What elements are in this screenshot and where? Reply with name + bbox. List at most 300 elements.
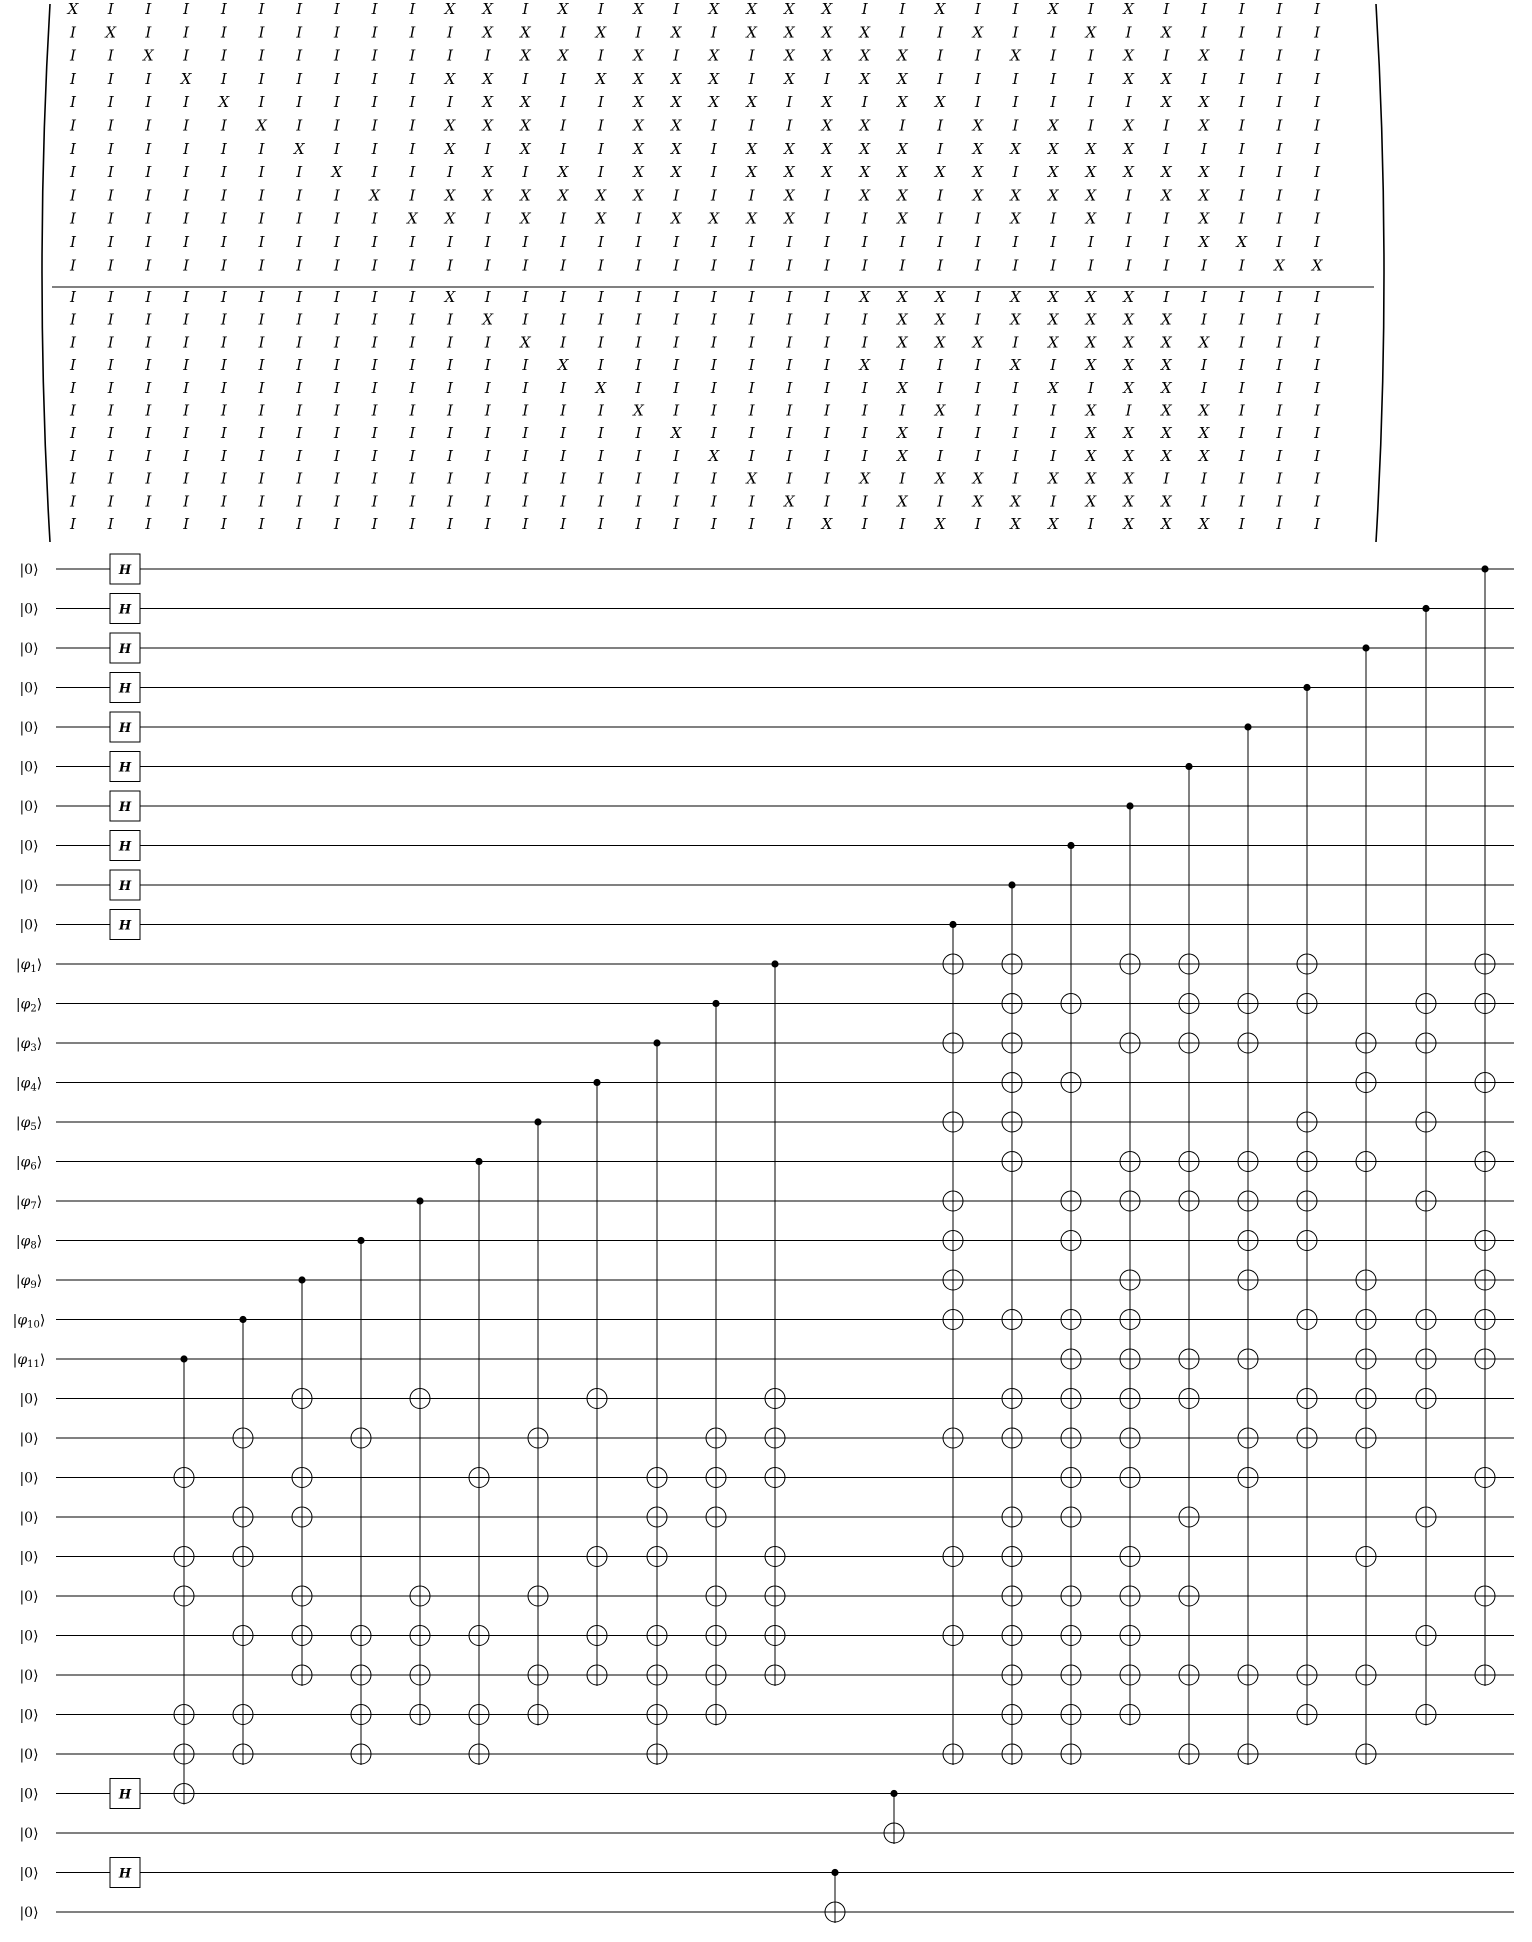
matrix-entry: I [447,23,453,42]
matrix-entry: I [899,256,906,275]
matrix-entry: I [597,356,604,375]
matrix-entry: I [145,256,152,275]
matrix-entry: I [1163,0,1170,18]
matrix-entry: X [821,0,833,18]
matrix-entry: I [1012,116,1019,135]
matrix-entry: I [1276,233,1283,251]
matrix-entry: X [633,116,644,135]
matrix-entry: I [145,0,152,18]
matrix-entry: I [1314,46,1321,65]
matrix-entry: I [220,401,227,420]
matrix-entry: X [746,163,757,182]
matrix-entry: I [296,333,303,352]
matrix-entry: I [220,233,227,251]
matrix-entry: I [1201,69,1207,88]
matrix-entry: I [447,492,453,511]
wire-label: |0⟩ [19,1589,39,1605]
matrix-entry: X [520,116,531,135]
matrix-entry: I [145,186,152,205]
matrix-entry: X [859,139,871,158]
matrix-entry: X [67,0,79,18]
matrix-entry: I [1238,116,1245,135]
matrix-entry: I [107,515,114,533]
matrix-entry: I [1050,93,1057,112]
matrix-entry: I [1238,163,1245,182]
matrix-entry: I [447,401,453,420]
control-dot [534,1118,541,1125]
matrix-entry: I [748,333,755,352]
matrix-entry: I [560,256,567,275]
matrix-entry: I [522,424,529,443]
matrix-entry: I [597,93,604,112]
matrix-entry: I [560,310,567,329]
matrix-entry: X [444,116,456,135]
matrix-entry: I [220,46,227,65]
matrix-entry: I [937,46,944,65]
matrix-entry: I [861,424,868,443]
matrix-entry: I [1050,424,1057,443]
matrix-entry: I [183,424,190,443]
matrix-entry: I [560,378,567,397]
matrix-entry: X [1085,288,1097,306]
control-dot [1362,644,1369,651]
matrix-entry: I [220,424,227,443]
matrix-entry: X [633,401,644,420]
matrix-entry: X [1123,356,1134,375]
matrix-entry: I [183,356,190,375]
matrix-entry: I [409,0,416,18]
matrix-entry: X [633,186,644,205]
matrix-entry: I [673,333,680,352]
matrix-entry: X [1160,378,1172,397]
matrix-entry: X [1198,233,1210,251]
matrix-entry: I [673,0,680,18]
matrix-entry: X [783,209,795,228]
matrix-entry: X [557,46,569,65]
matrix-entry: I [1314,0,1321,18]
matrix-entry: I [333,515,340,533]
matrix-entry: I [1087,233,1094,251]
matrix-entry: X [670,23,682,42]
matrix-entry: I [107,310,114,329]
matrix-entry: I [710,515,717,533]
matrix-entry: I [258,209,265,228]
matrix-entry: X [934,310,946,329]
matrix-entry: X [859,163,871,182]
matrix-entry: X [1123,163,1134,182]
matrix-entry: X [1198,401,1210,420]
matrix-entry: I [333,209,340,228]
matrix-entry: X [783,186,795,205]
matrix-entry: I [296,0,303,18]
matrix-entry: I [1087,378,1094,397]
matrix-entry: I [409,69,416,88]
matrix-entry: X [972,333,984,352]
matrix-entry: I [296,424,303,443]
matrix-entry: I [296,378,303,397]
matrix-entry: I [220,139,227,158]
matrix-entry: I [1238,469,1245,488]
matrix-entry: I [145,333,152,352]
matrix-entry: X [1160,333,1172,352]
matrix-entry: I [560,116,567,135]
matrix-entry: I [447,378,453,397]
stabilizer-matrix [42,0,1384,542]
matrix-entry: I [710,333,717,352]
wire-label: |0⟩ [19,1747,39,1763]
matrix-entry: X [482,23,494,42]
matrix-entry: X [1160,310,1172,329]
hadamard-label: H [118,681,132,697]
matrix-entry: X [859,186,871,205]
matrix-entry: I [861,233,868,251]
matrix-entry: I [974,233,981,251]
matrix-entry: I [710,116,717,135]
matrix-entry: I [974,378,981,397]
matrix-entry: I [70,256,76,275]
matrix-entry: I [145,378,152,397]
matrix-entry: I [183,310,190,329]
matrix-entry: I [1050,492,1057,511]
matrix-entry: I [673,378,680,397]
matrix-entry: I [861,209,868,228]
matrix-entry: X [1198,116,1210,135]
matrix-entry: X [557,0,569,18]
matrix-entry: X [1047,116,1059,135]
matrix-entry: I [1276,288,1283,306]
wire-label: |0⟩ [19,1628,39,1645]
matrix-entry: I [560,23,567,42]
matrix-entry: I [107,69,114,88]
matrix-entry: X [1123,378,1134,397]
matrix-entry: I [371,492,378,511]
matrix-entry: I [70,69,76,88]
matrix-entry: X [859,46,871,65]
matrix-entry: I [1125,23,1132,42]
matrix-entry: X [520,46,531,65]
matrix-entry: I [258,424,265,443]
matrix-entry: I [1276,446,1283,465]
matrix-entry: X [444,209,456,228]
matrix-entry: I [409,424,416,443]
matrix-entry: I [447,469,453,488]
matrix-entry: I [145,446,152,465]
hadamard-label: H [118,879,132,894]
matrix-entry: X [934,333,946,352]
matrix-entry: X [482,163,494,182]
matrix-entry: I [258,515,265,533]
matrix-entry: I [1163,469,1170,488]
control-dot [180,1355,187,1362]
control-dot [357,1237,364,1244]
matrix-entry: I [1314,469,1321,488]
matrix-entry: X [821,23,833,42]
matrix-entry: I [145,424,152,443]
matrix-entry: I [409,356,416,375]
matrix-entry: I [1276,0,1283,18]
matrix-entry: X [746,139,757,158]
matrix-entry: I [409,310,416,329]
matrix-entry: I [635,310,642,329]
matrix-entry: X [557,356,569,375]
matrix-entry: X [670,209,682,228]
matrix-entry: X [670,93,682,112]
matrix-entry: I [1050,209,1057,228]
wire-label: $|\varphi_6⟩$ [15,1154,43,1173]
matrix-entry: I [70,163,76,182]
wire-label: |0⟩ [19,1668,39,1684]
matrix-entry: X [746,0,757,18]
matrix-entry: I [409,469,416,488]
matrix-entry: X [520,93,531,112]
matrix-entry: I [899,401,906,420]
control-dot [1126,802,1133,809]
matrix-entry: I [409,401,416,420]
matrix-entry: I [447,424,453,443]
matrix-entry: I [1238,93,1245,112]
matrix-entry: I [1314,93,1321,112]
matrix-entry: X [406,209,418,228]
matrix-entry: I [145,93,152,112]
matrix-entry: I [296,93,303,112]
matrix-entry: I [1238,446,1245,465]
matrix-entry: I [974,310,981,329]
control-dot [1481,565,1488,572]
matrix-entry: X [256,116,267,135]
matrix-entry: I [333,46,340,65]
matrix-entry: X [897,492,908,511]
matrix-entry: I [974,424,981,443]
matrix-entry: I [1276,356,1283,375]
matrix-entry: X [1123,446,1134,465]
matrix-entry: I [1012,424,1019,443]
matrix-entry: X [1311,256,1323,275]
matrix-entry: I [70,492,76,511]
matrix-entry: I [220,256,227,275]
matrix-entry: I [145,492,152,511]
matrix-entry: I [447,233,453,251]
matrix-entry: I [786,401,793,420]
matrix-entry: I [258,0,265,18]
matrix-entry: I [1238,69,1245,88]
matrix-entry: I [899,23,906,42]
matrix-entry: X [1160,23,1172,42]
matrix-entry: I [673,401,680,420]
matrix-entry: I [635,233,642,251]
matrix-entry: I [371,469,378,488]
matrix-entry: I [1201,492,1207,511]
matrix-entry: I [183,333,190,352]
matrix-entry: I [937,139,944,158]
matrix-entry: I [560,93,567,112]
matrix-entry: I [635,446,642,465]
matrix-entry: I [1125,233,1132,251]
matrix-entry: I [824,469,830,488]
matrix-entry: I [296,163,303,182]
matrix-entry: I [1050,46,1057,65]
matrix-entry: X [1010,186,1021,205]
control-dot [831,1869,838,1876]
matrix-entry: I [748,401,755,420]
matrix-entry: I [296,209,303,228]
matrix-entry: X [1160,356,1172,375]
matrix-entry: I [220,0,227,18]
matrix-entry: I [1314,186,1321,205]
matrix-entry: X [1047,0,1059,18]
matrix-entry: I [333,93,340,112]
matrix-entry: I [333,233,340,251]
matrix-entry: I [597,446,604,465]
matrix-entry: I [409,256,416,275]
matrix-entry: X [897,333,908,352]
matrix-entry: I [1314,492,1321,511]
matrix-entry: I [1314,515,1321,533]
matrix-entry: I [974,401,981,420]
matrix-entry: I [1276,515,1283,533]
matrix-entry: I [1201,139,1207,158]
matrix-entry: I [1163,139,1170,158]
matrix-entry: I [220,469,227,488]
control-dot [239,1316,246,1323]
matrix-entry: I [107,0,114,18]
matrix-entry: X [293,139,305,158]
wire-label: |0⟩ [19,562,39,578]
matrix-entry: I [1276,310,1283,329]
matrix-entry: I [597,116,604,135]
matrix-entry: X [1160,69,1172,88]
matrix-entry: X [708,46,720,65]
matrix-entry: I [824,256,830,275]
matrix-entry: I [786,288,793,306]
matrix-entry: X [1085,139,1097,158]
matrix-entry: I [1201,378,1207,397]
matrix-entry: I [1314,233,1321,251]
matrix-entry: I [447,93,453,112]
matrix-entry: I [484,401,491,420]
matrix-entry: I [786,515,793,533]
matrix-entry: X [972,492,984,511]
matrix-entry: I [861,446,868,465]
matrix-entry: I [1276,23,1283,42]
matrix-entry: I [597,333,604,352]
matrix-entry: I [145,139,152,158]
matrix-entry: X [1123,69,1134,88]
matrix-entry: I [258,446,265,465]
matrix-entry: X [1198,46,1210,65]
matrix-entry: I [1276,163,1283,182]
matrix-entry: I [1012,0,1019,18]
matrix-entry: I [1314,209,1321,228]
matrix-entry: I [748,288,755,306]
matrix-entry: X [897,446,908,465]
matrix-entry: I [107,424,114,443]
matrix-entry: X [897,209,908,228]
matrix-entry: I [597,0,604,18]
matrix-entry: I [220,186,227,205]
matrix-entry: I [748,46,755,65]
matrix-entry: I [484,233,491,251]
matrix-entry: X [595,378,607,397]
wire-label: |0⟩ [19,1786,39,1803]
matrix-entry: I [1238,492,1245,511]
wire-label: |0⟩ [19,1865,39,1882]
matrix-entry: I [371,116,378,135]
matrix-entry: I [899,233,906,251]
matrix-entry: I [409,492,416,511]
matrix-entry: X [331,163,343,182]
matrix-entry: I [107,256,114,275]
matrix-entry: X [783,69,795,88]
matrix-entry: I [107,333,114,352]
matrix-entry: I [861,93,868,112]
matrix-entry: I [183,288,190,306]
matrix-entry: I [1314,424,1321,443]
matrix-entry: X [746,209,757,228]
matrix-entry: X [670,139,682,158]
matrix-entry: I [484,515,491,533]
wire-label: $|\varphi_7⟩$ [15,1194,43,1212]
matrix-entry: X [859,23,871,42]
matrix-entry: I [974,46,981,65]
matrix-entry: I [560,492,567,511]
matrix-entry: I [220,69,227,88]
matrix-entry: X [821,139,833,158]
wire-label: $|\varphi_{10}⟩$ [12,1312,46,1331]
matrix-entry: I [786,446,793,465]
hadamard-label: H [118,1787,132,1803]
matrix-entry: X [783,163,795,182]
matrix-entry: I [1238,515,1245,533]
matrix-entry: I [183,23,190,42]
matrix-entry: X [859,116,871,135]
circuit-wires [56,569,1514,1912]
matrix-entry: X [670,116,682,135]
matrix-entry: I [371,401,378,420]
matrix-entry: I [70,46,76,65]
matrix-entry: I [145,209,152,228]
matrix-entry: I [1087,256,1094,275]
matrix-entry: I [70,23,76,42]
matrix-entry: I [1276,401,1283,420]
matrix-entry: I [183,46,190,65]
matrix-entry: I [70,401,76,420]
matrix-top-block [67,0,1324,274]
matrix-entry: X [670,424,682,443]
matrix-entry: I [1012,256,1019,275]
matrix-entry: I [937,209,944,228]
matrix-entry: I [597,139,604,158]
control-dot [475,1158,482,1165]
wire-label: |0⟩ [19,838,39,855]
matrix-entry: I [220,356,227,375]
matrix-entry: I [183,0,190,18]
matrix-entry: X [934,163,946,182]
control-dot [653,1039,660,1046]
wire-label: $|\varphi_3⟩$ [15,1036,43,1054]
matrix-entry: I [1012,401,1019,420]
matrix-entry: I [1238,209,1245,228]
matrix-entry: I [522,401,529,420]
matrix-entry: I [258,163,265,182]
matrix-entry: X [1123,515,1134,533]
matrix-entry: X [482,0,494,18]
matrix-entry: I [333,401,340,420]
matrix-entry: I [1201,469,1207,488]
matrix-entry: I [522,446,529,465]
matrix-entry: I [107,93,114,112]
wire-label: |0⟩ [19,1510,39,1526]
matrix-entry: I [409,186,416,205]
